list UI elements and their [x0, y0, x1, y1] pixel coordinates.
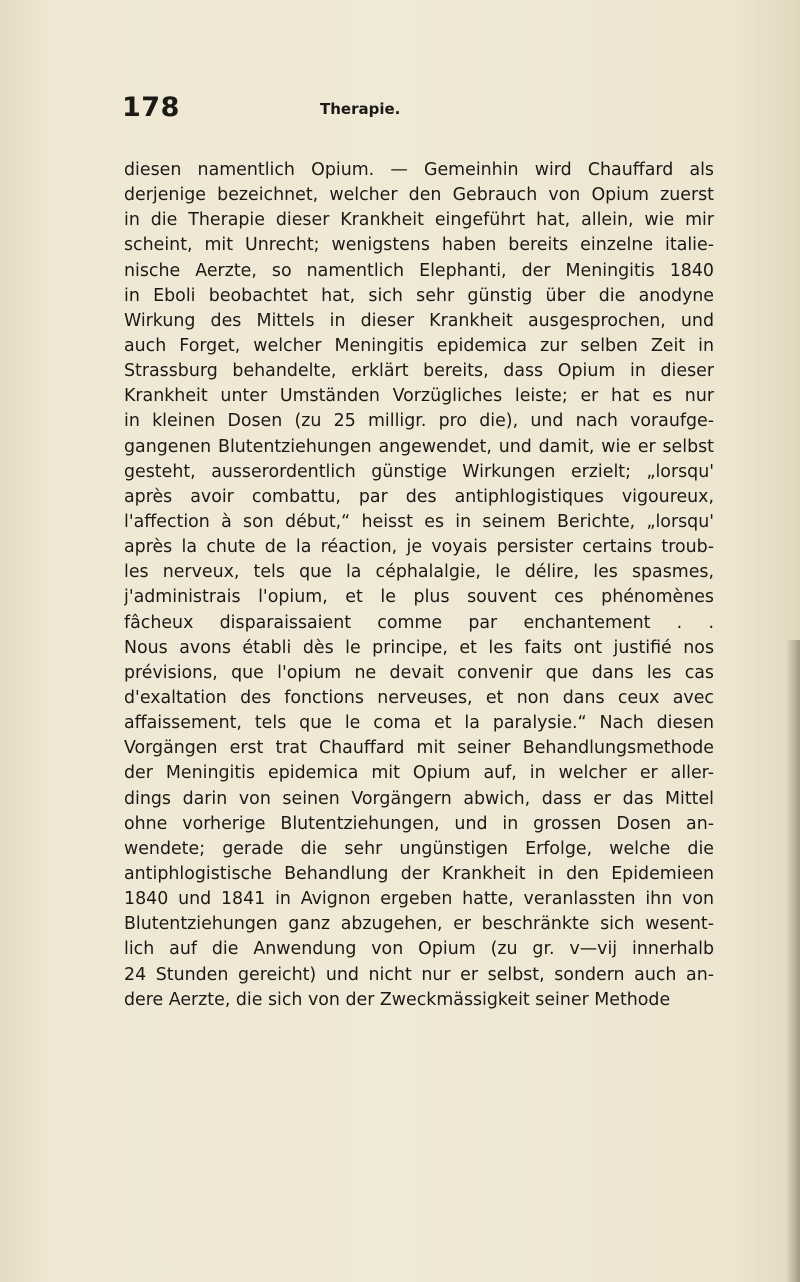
text-line: j'administrais l'opium, et le plus souvent ces phénomènes: [124, 587, 714, 608]
text-line: 24 Stunden gereicht) und nicht nur er selbst, sondern auch an-: [124, 964, 714, 985]
text-line: auch Forget, welcher Meningitis epidemica zur selben Zeit in: [124, 335, 714, 356]
text-line: scheint, mit Unrecht; wenigstens haben bereits einzelne italie-: [124, 235, 714, 256]
text-line: affaissement, tels que le coma et la paralysie.“ Nach diesen: [124, 713, 714, 734]
text-line: fâcheux disparaissaient comme par enchantement . .: [124, 612, 714, 633]
text-line: les nerveux, tels que la céphalalgie, le délire, les spasmes,: [124, 562, 714, 583]
text-line: in kleinen Dosen (zu 25 milligr. pro die), und nach voraufge-: [124, 411, 714, 432]
text-line: gangenen Blutentziehungen angewendet, und damit, wie er selbst: [124, 436, 714, 457]
text-line: 1840 und 1841 in Avignon ergeben hatte, veranlassten ihn von: [124, 889, 714, 910]
text-line: in die Therapie dieser Krankheit eingeführt hat, allein, wie mir: [124, 210, 714, 231]
text-line: Blutentziehungen ganz abzugehen, er beschränkte sich wesent-: [124, 914, 714, 935]
text-line: lich auf die Anwendung von Opium (zu gr. v—vij innerhalb: [124, 939, 714, 960]
text-line: der Meningitis epidemica mit Opium auf, in welcher er aller-: [124, 763, 714, 784]
text-line: après la chute de la réaction, je voyais persister certains troub-: [124, 537, 714, 558]
text-line: diesen namentlich Opium. — Gemeinhin wird Chauffard als: [124, 160, 714, 180]
text-line: nische Aerzte, so namentlich Elephanti, der Meningitis 1840: [124, 260, 714, 281]
text-line: Nous avons établi dès le principe, et les faits ont justifié nos: [124, 637, 714, 658]
page-edge-shadow: [786, 640, 800, 1282]
text-line: après avoir combattu, par des antiphlogistiques vigoureux,: [124, 486, 714, 507]
text-line: prévisions, que l'opium ne devait convenir que dans les cas: [124, 662, 714, 683]
text-line: dere Aerzte, die sich von der Zweckmässigkeit seiner Methode: [124, 989, 671, 1010]
text-line: Wirkung des Mittels in dieser Krankheit ausgesprochen, und: [124, 310, 714, 331]
text-line: d'exaltation des fonctions nerveuses, et non dans ceux avec: [124, 687, 714, 708]
body-text: [124, 158, 714, 1013]
text-line: ohne vorherige Blutentziehungen, und in grossen Dosen an-: [124, 813, 714, 834]
text-line: in Eboli beobachtet hat, sich sehr günstig über die anodyne: [124, 285, 714, 306]
page-header: [122, 92, 682, 132]
text-line: l'affection à son début,“ heisst es in seinem Berichte, „lorsqu': [124, 511, 714, 532]
running-title: Therapie.: [320, 100, 401, 118]
text-line: Vorgängen erst trat Chauffard mit seiner Behandlungsmethode: [124, 738, 714, 759]
text-line: Krankheit unter Umständen Vorzügliches leiste; er hat es nur: [124, 386, 714, 407]
text-line: dings darin von seinen Vorgängern abwich, dass er das Mittel: [124, 788, 714, 809]
text-line: antiphlogistische Behandlung der Krankheit in den Epidemieen: [124, 863, 714, 884]
page-number: 178: [122, 92, 180, 123]
text-line: Strassburg behandelte, erklärt bereits, dass Opium in dieser: [124, 361, 714, 382]
text-line: gesteht, ausserordentlich günstige Wirkungen erzielt; „lorsqu': [124, 461, 714, 482]
text-line: wendete; gerade die sehr ungünstigen Erfolge, welche die: [124, 838, 714, 859]
text-line: derjenige bezeichnet, welcher den Gebrauch von Opium zuerst: [124, 185, 714, 206]
